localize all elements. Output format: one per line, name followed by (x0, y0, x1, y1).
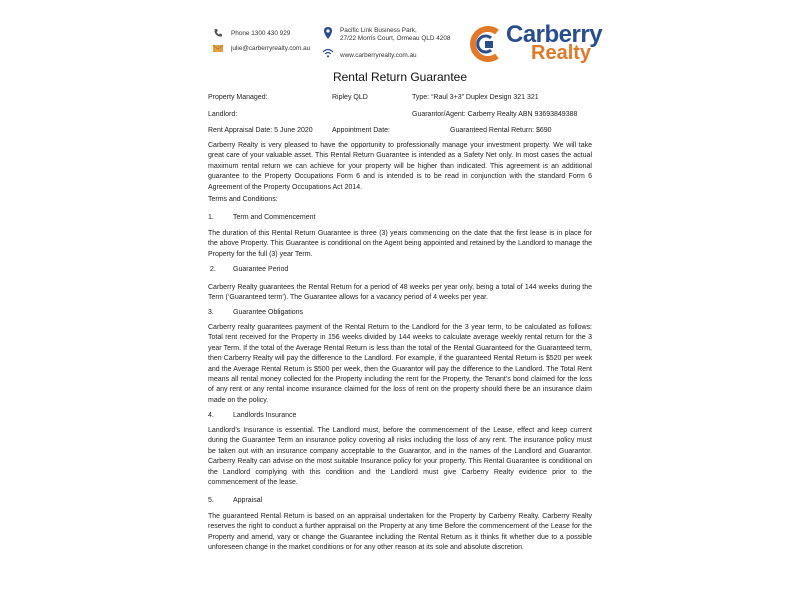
email-link[interactable]: julie@carberryrealty.com.au (231, 45, 311, 52)
section-1-text: The duration of this Rental Return Guarantee is three (3) years commencing on the date that the first lease is in place for the above Property. This Guarantee is conditional on the Agent being appointed and retained by the Landlord to manage the Property for the full (3) year Term. (208, 230, 592, 258)
carberry-logo-mark-icon (470, 24, 504, 64)
section-5-title: Appraisal (233, 497, 263, 504)
section-2-text: Carberry Realty guarantees the Rental Return for a period of 48 weeks per year only, being a total of 144 weeks during the Term (‘Guaranteed term’). The Guarantee allows for a vacancy period of 4 weeks per year. (208, 284, 592, 302)
phone-text: Phone 1300 430 929 (231, 30, 291, 37)
section-3-number: 3. (208, 309, 214, 316)
address-line-2: 27/22 Morris Court, Ormeau QLD 4208 (340, 35, 451, 42)
email-icon (212, 43, 224, 54)
landlord-label: Landlord: (208, 111, 238, 118)
wifi-icon (322, 48, 334, 58)
intro-paragraph: Carberry Realty is very pleased to have the opportunity to professionally manage your investment property. We will take great care of your valuable asset. This Rental Return Guarantee is intended as a Safety Net only. In most cases the actual maximum rental return we can achieve for your property will be higher than indicated. This agreement is an additional guarantee to the Property Occupations Form 6 and is intended is to be read in conjunction with the standard Form 6 Agreement of the Property Occupations Act 2014. (208, 142, 592, 191)
property-value: Ripley QLD (332, 94, 368, 101)
section-3-text: Carberry realty guarantees payment of the Rental Return to the Landlord for the 3 year term, to be calculated as follows: Total rent received for the Property in 156 weeks divided by 144 weeks to calculate average weekly rental return for the 3 year Term. If the total of the Average Rental Return is less than the total of the Rental Guaranteed for the Guaranteed term, then Carberry Realty will pay the difference to the Landlord. For example, if the guaranteed Rental Return is $520 per week and the Average Rental Return is $500 per week, then the Guarantor will pay the difference to the Landlord. The Total Rent means all rental money collected for the Property including the rent for the Property, the Tenant’s bond claimed for the loss of any rent or any rental income insurance claimed for the loss of rent on the property should there be an insurance claim made on the policy. (208, 324, 592, 404)
logo-wordmark-carberry: Carberry (506, 21, 603, 48)
section-4-text: Landlord’s Insurance is essential. The Landlord must, before the commencement of the Lease, effect and keep current during the Guarantee Term an insurance policy covering all risks including the loss of any rent. The insurance policy must be taken out with an insurance company acceptable to the Guarantor, and in the names of the Landlord and Guarantor. Carberry Realty can advise on the most suitable Insurance policy for your property. This Rental Guarantee is conditional on the Landlord complying with this condition and the Landlord must give Carberry Realty evidence prior to the commencement of the lease. (208, 427, 592, 487)
logo-wordmark-realty: Realty (531, 42, 592, 64)
appointment-date: Appointment Date: (332, 127, 390, 134)
section-2-title: Guarantee Period (233, 266, 289, 273)
section-4-title: Landlords Insurance (233, 412, 297, 419)
property-type: Type: “Raul 3+3” Duplex Design 321 321 (412, 94, 539, 101)
section-2-number: 2. (210, 266, 216, 273)
section-5-text: The guaranteed Rental Return is based on an appraisal undertaken for the Property by Carberry Realty. Carberry Realty reserves the right to conduct a further appraisal on the Property at any time Before the commencement of the Lease for the Property and amend, vary or change the Guarantee including the Rental Return as it thinks fit whether due to a possible unforeseen change in the market conditions or for any other reason at its sole and absolute discretion. (208, 513, 592, 552)
section-5-number: 5. (208, 497, 214, 504)
page-title: Rental Return Guarantee (332, 70, 468, 84)
section-4-number: 4. (208, 412, 214, 419)
section-1-title: Term and Commencement (233, 214, 316, 221)
terms-heading: Terms and Conditions: (208, 196, 278, 203)
section-1-number: 1. (208, 214, 214, 221)
phone-icon (213, 28, 223, 38)
address-line-1: Pacific Link Business Park, (340, 27, 417, 34)
property-label: Property Managed: (208, 94, 268, 101)
location-pin-icon (323, 26, 333, 40)
guarantor-agent: Guarantor/Agent: Carberry Realty ABN 93693849388 (412, 111, 578, 118)
guaranteed-rental-return: Guaranteed Rental Return: $690 (450, 127, 552, 134)
section-3-title: Guarantee Obligations (233, 309, 304, 316)
rent-appraisal-date: Rent Appraisal Date: 5 June 2020 (208, 127, 313, 134)
website-link[interactable]: www.carberryrealty.com.au (340, 52, 417, 59)
